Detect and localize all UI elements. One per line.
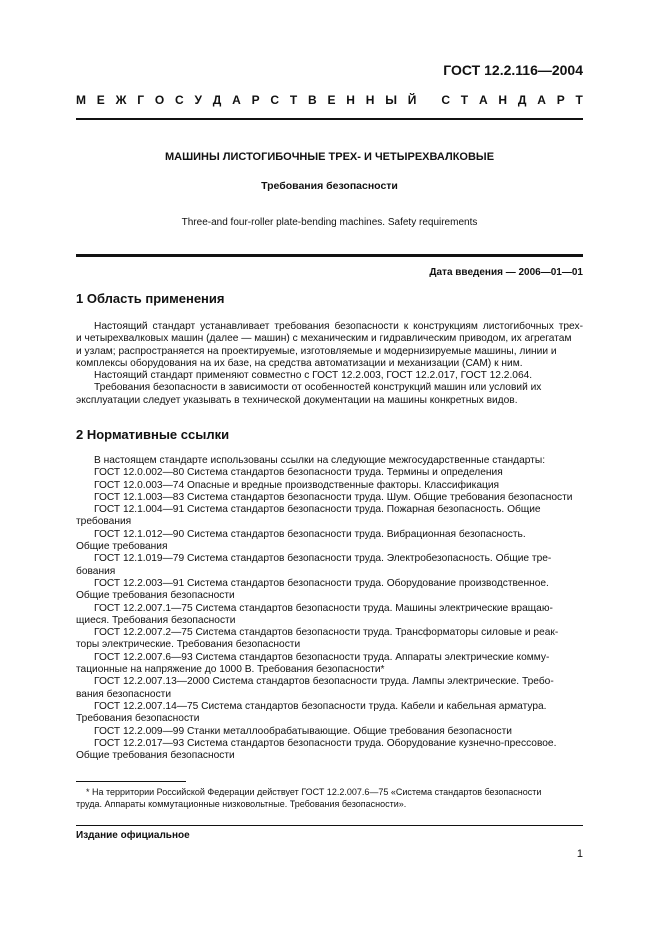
banner-letter: Т (575, 93, 583, 107)
reference-line: щиеся. Требования безопасности (76, 614, 236, 626)
document-number: ГОСТ 12.2.116—2004 (443, 62, 583, 78)
text-line: комплексы оборудования на их базе, на средства автоматизации и механизации (САМ) к ним. (76, 357, 523, 369)
reference-line: Общие требования безопасности (76, 590, 235, 602)
banner-letter: Е (327, 93, 336, 107)
text-line: эксплуатации следует указывать в технической документации на машины конкретных видов. (76, 394, 518, 406)
text-line: и узлам; распространяется на проектируемые, изготовляемые и модернизируемые машины, линии и (76, 345, 557, 357)
footnote-line: труда. Аппараты коммутационные низковольтные. Требования безопасности». (76, 799, 407, 809)
english-title: Three-and four-roller plate-bending machines. Safety requirements (181, 217, 478, 228)
banner-letter: О (154, 93, 165, 107)
reference-line: ГОСТ 12.1.003—83 Система стандартов безопасности труда. Шум. Общие требования безопасности (94, 491, 573, 503)
banner-letter: М (76, 93, 86, 107)
standard-title: МАШИНЫ ЛИСТОГИБОЧНЫЕ ТРЕХ- И ЧЕТЫРЕХВАЛКОВЫЕ (164, 151, 495, 163)
banner-letter: С (441, 93, 450, 107)
banner-letter: Д (517, 93, 527, 107)
reference-line: торы электрические. Требования безопасности (76, 639, 301, 651)
banner-letter: Н (346, 93, 355, 107)
section-1-body (76, 321, 583, 407)
banner-letter: А (232, 93, 241, 107)
section-2-heading: 2 Нормативные ссылки (76, 427, 230, 442)
reference-line: ГОСТ 12.2.007.2—75 Система стандартов безопасности труда. Трансформаторы силовые и реак- (94, 627, 559, 639)
text-line: Настоящий стандарт применяют совместно с ГОСТ 12.2.003, ГОСТ 12.2.017, ГОСТ 12.2.064. (94, 370, 533, 382)
reference-line: Требования безопасности (76, 713, 200, 725)
banner-letter: Н (365, 93, 375, 107)
standard-subtitle: Требования безопасности (261, 180, 398, 192)
introduction-date: Дата введения — 2006—01—01 (429, 267, 583, 278)
reference-line: ГОСТ 12.0.002—80 Система стандартов безопасности труда. Термины и определения (94, 467, 503, 479)
reference-line: ГОСТ 12.1.004—91 Система стандартов безопасности труда. Пожарная безопасность. Общие (94, 504, 541, 516)
banner-letter: Р (251, 93, 260, 107)
header-rule (76, 118, 583, 120)
banner-letter: Т (289, 93, 298, 107)
footnote-rule (76, 781, 186, 782)
section-2-body (76, 455, 583, 762)
banner-letter: Ы (385, 93, 397, 107)
reference-line: тационные на напряжение до 1000 В. Требования безопасности* (76, 664, 385, 676)
reference-line: ГОСТ 12.2.007.1—75 Система стандартов безопасности труда. Машины электрические вращаю- (94, 602, 553, 614)
reference-line: ГОСТ 12.2.007.14—75 Система стандартов безопасности труда. Кабели и кабельная арматура. (94, 700, 547, 712)
banner-letter: Н (498, 93, 508, 107)
reference-line: ГОСТ 12.2.017—93 Система стандартов безопасности труда. Оборудование кузнечно-прессовое. (94, 737, 557, 749)
banner-letter: Р (556, 93, 565, 107)
banner-letter (427, 93, 430, 107)
reference-line: ГОСТ 12.2.009—99 Станки металлообрабатывающие. Общие требования безопасности (94, 725, 512, 737)
reference-line: ГОСТ 12.0.003—74 Опасные и вредные производственные факторы. Классификация (94, 479, 500, 491)
banner-letter: Е (96, 93, 105, 107)
page-number: 1 (576, 848, 583, 860)
banner-letter: У (194, 93, 202, 107)
interstate-standard-banner (76, 93, 583, 107)
footnote (76, 786, 583, 810)
official-edition-label: Издание официальное (76, 830, 190, 841)
banner-letter: Д (212, 93, 222, 107)
text-line: В настоящем стандарте использованы ссылки на следующие межгосударственные стандарты: (94, 455, 546, 466)
section-1-heading: 1 Область применения (76, 291, 225, 306)
reference-line: требования (76, 516, 132, 528)
text-line: Настоящий стандарт устанавливает требования безопасности к конструкциям листогибочных трех- (94, 321, 583, 332)
banner-letter: С (175, 93, 184, 107)
reference-line: ГОСТ 12.1.019—79 Система стандартов безопасности труда. Электробезопасность. Общие тре- (94, 553, 552, 565)
banner-letter: Й (407, 93, 417, 107)
footnote-line: * На территории Российской Федерации действует ГОСТ 12.2.007.6—75 «Система стандартов безопасности (86, 787, 542, 797)
reference-line: ГОСТ 12.2.007.6—93 Система стандартов безопасности труда. Аппараты электрические комму- (94, 651, 550, 663)
text-line: Требования безопасности в зависимости от особенностей конструкций машин или условий их (94, 382, 542, 394)
title-rule (76, 254, 583, 257)
banner-letter: В (308, 93, 317, 107)
reference-line: вания безопасности (76, 688, 172, 700)
banner-letter: С (270, 93, 280, 107)
reference-line: ГОСТ 12.2.007.13—2000 Система стандартов безопасности труда. Лампы электрические. Требо- (94, 676, 554, 688)
reference-line: ГОСТ 12.1.012—90 Система стандартов безопасности труда. Вибрационная безопасность. (94, 528, 526, 540)
text-line: и четырехвалковых машин (далее — машин) с механическим и гидравлическим приводом, их агрегатам (76, 333, 572, 345)
banner-letter: Ж (115, 93, 127, 107)
footer-rule (76, 825, 583, 826)
banner-letter: Т (460, 93, 469, 107)
reference-line: Общие требования (76, 541, 168, 553)
reference-line: Общие требования безопасности (76, 750, 235, 762)
banner-letter: А (478, 93, 488, 107)
banner-letter: Г (137, 93, 145, 107)
banner-letter: А (537, 93, 546, 107)
reference-line: бования (76, 565, 116, 577)
reference-line: ГОСТ 12.2.003—91 Система стандартов безопасности труда. Оборудование производственное. (94, 577, 549, 589)
